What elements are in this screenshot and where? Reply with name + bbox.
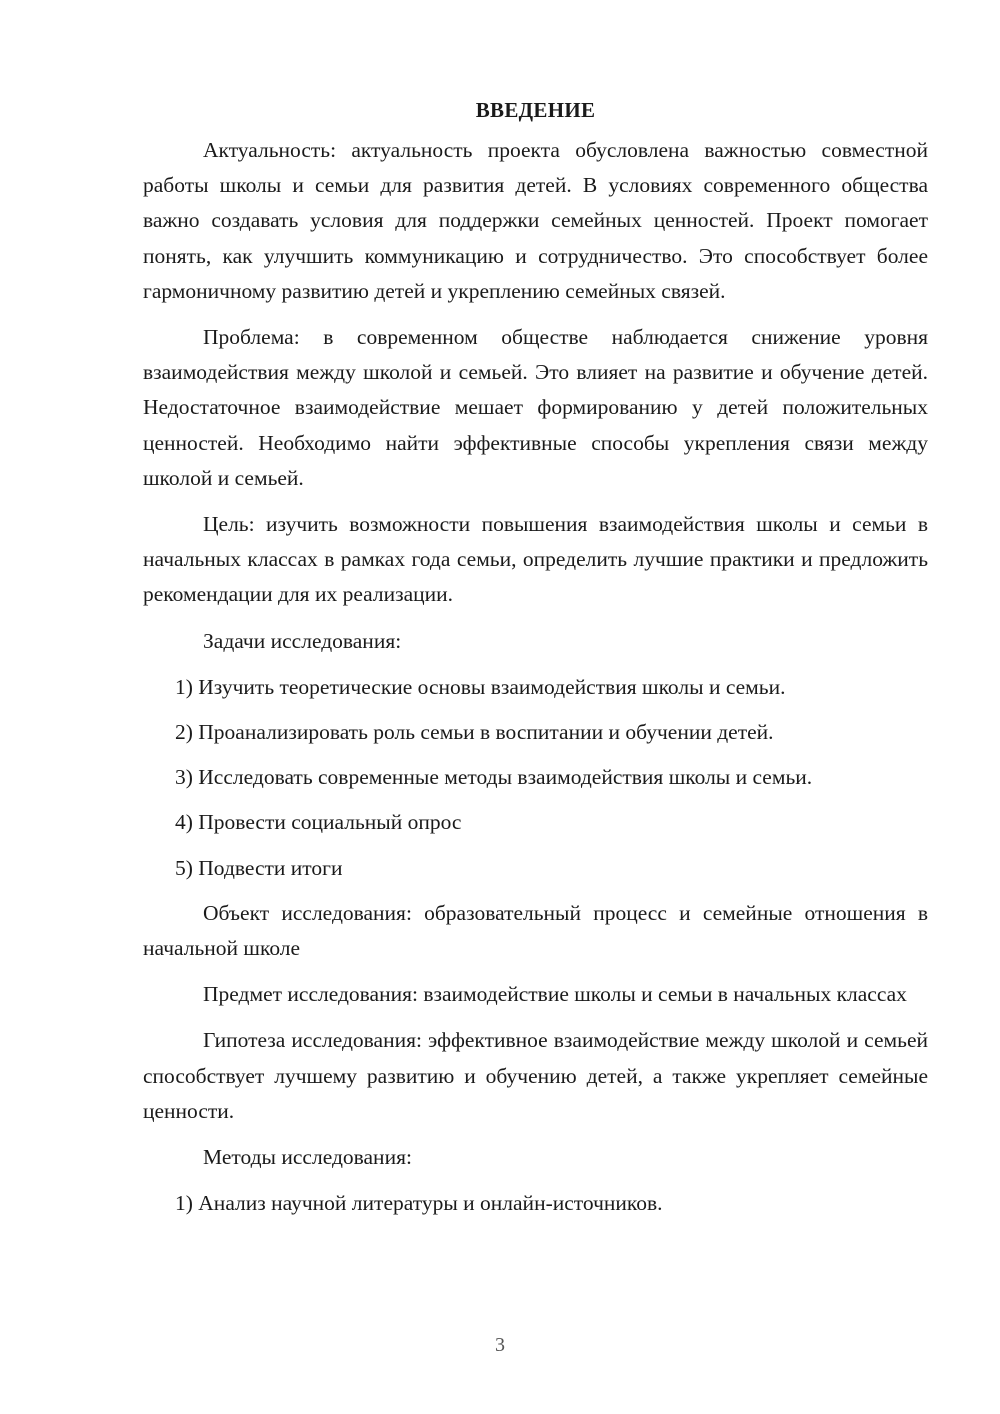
task-item: 5) Подвести итоги	[175, 855, 343, 880]
document-page	[143, 93, 928, 1231]
task-item: 3) Исследовать современные методы взаимодействия школы и семьи.	[175, 765, 813, 790]
task-item: 4) Провести социальный опрос	[175, 810, 462, 835]
object-paragraph: Объект исследования: образовательный процесс и семейные отношения в начальной школе	[143, 900, 928, 961]
task-item: 2) Проанализировать роль семьи в воспитании и обучении детей.	[175, 720, 774, 745]
method-item: 1) Анализ научной литературы и онлайн-источников.	[175, 1191, 663, 1216]
hypothesis-paragraph: Гипотеза исследования: эффективное взаимодействие между школой и семьей способствует лучшему развитию и обучению детей, а также укрепляет семейные ценности.	[143, 1028, 928, 1123]
tasks-list	[143, 670, 928, 886]
goal-paragraph: Цель: изучить возможности повышения взаимодействия школы и семьи в начальных классах в рамках года семьи, определить лучшие практики и предложить рекомендации для их реализации.	[143, 512, 928, 607]
tasks-heading: Задачи исследования:	[203, 628, 402, 653]
methods-heading: Методы исследования:	[203, 1145, 412, 1170]
methods-list	[143, 1186, 928, 1221]
relevance-paragraph: Актуальность: актуальность проекта обусловлена важностью совместной работы школы и семьи для развития детей. В условиях современного общества важно создавать условия для поддержки семейных ценностей. Проект помогает понять, как улучшить коммуникацию и сотрудничество. Это способствует более гармоничному развитию детей и укреплению семейных связей.	[143, 138, 928, 303]
page-title: ВВЕДЕНИЕ	[475, 98, 596, 122]
problem-paragraph: Проблема: в современном обществе наблюдается снижение уровня взаимодействия между школой и семьей. Это влияет на развитие и обучение детей. Недостаточное взаимодействие мешает формированию у детей положительных ценностей. Необходимо найти эффективные способы укрепления связи между школой и семьей.	[143, 325, 928, 490]
task-item: 1) Изучить теоретические основы взаимодействия школы и семьи.	[175, 674, 786, 699]
subject-paragraph: Предмет исследования: взаимодействие школы и семьи в начальных классах	[203, 982, 907, 1007]
page-number: 3	[495, 1334, 505, 1356]
